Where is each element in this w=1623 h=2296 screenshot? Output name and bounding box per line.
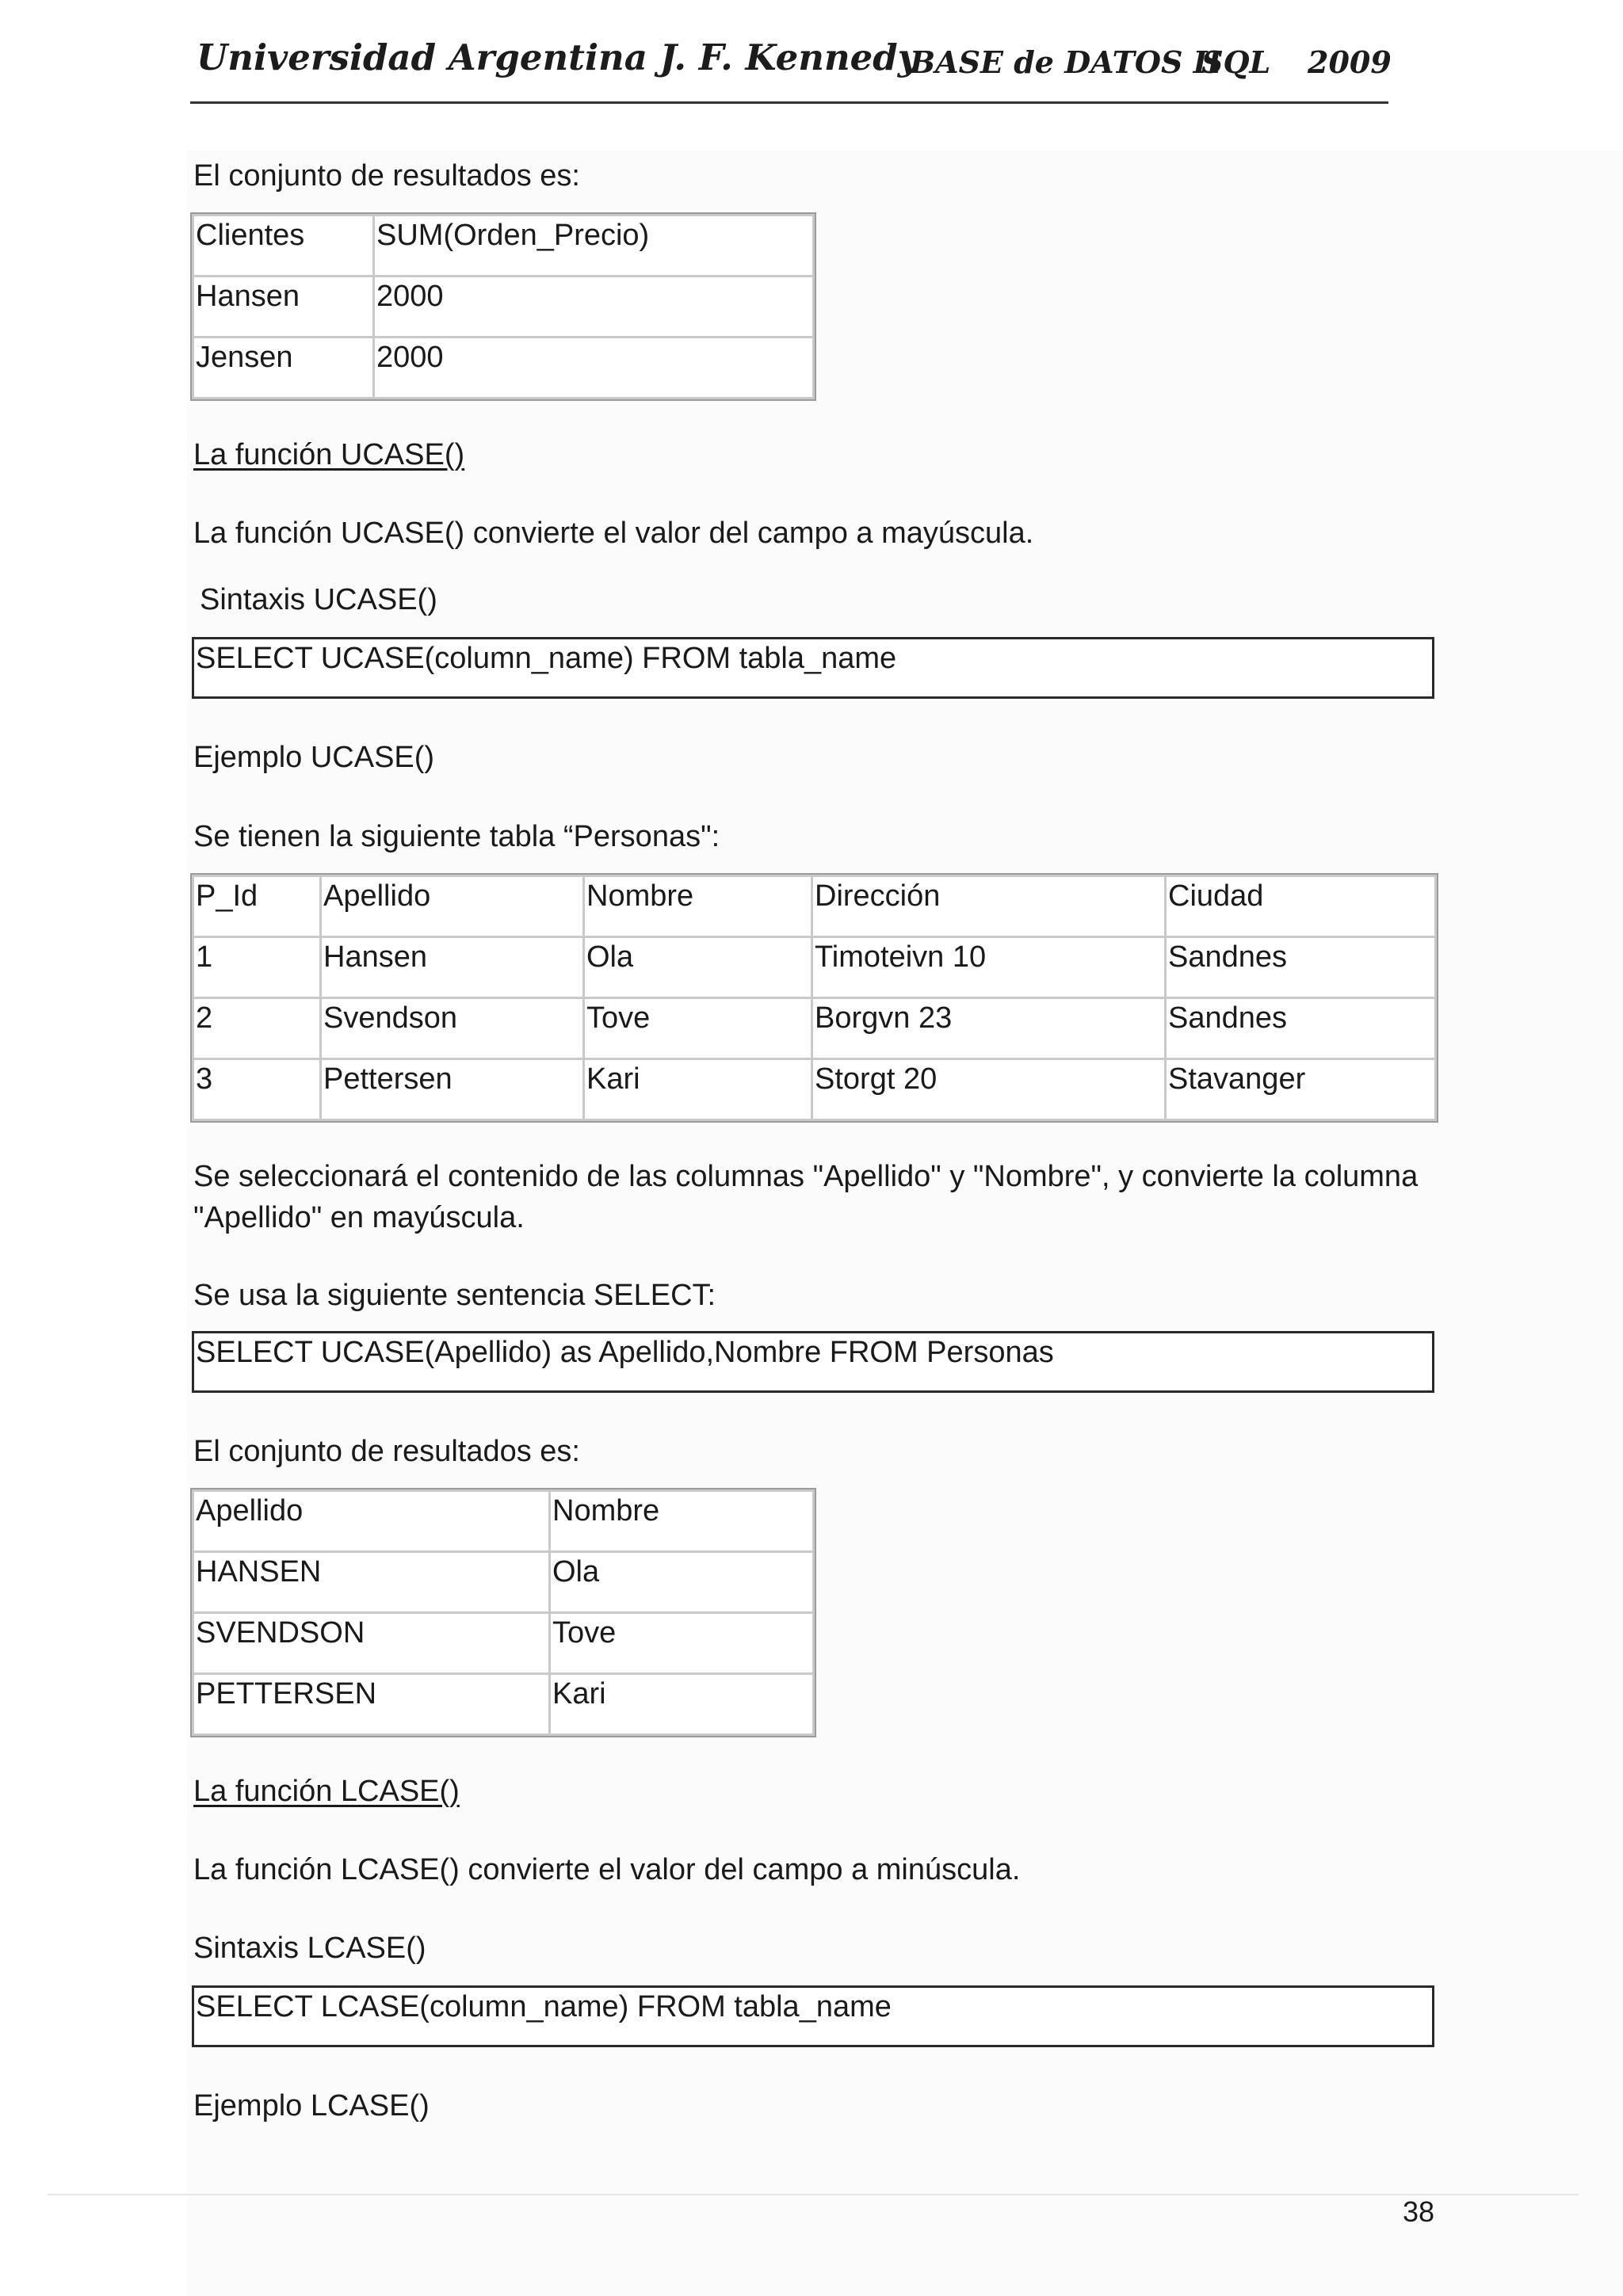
result-intro-text: El conjunto de resultados es:	[193, 159, 580, 193]
table-cell: HANSEN	[193, 1552, 550, 1613]
page-header	[190, 32, 1392, 104]
statement-intro: Se usa la siguiente sentencia SELECT:	[193, 1279, 716, 1312]
table-cell: Borgvn 23	[812, 998, 1166, 1059]
ucase-syntax-label: Sintaxis UCASE()	[200, 583, 437, 616]
table-cell: Kari	[584, 1059, 812, 1120]
table-row	[193, 1059, 1436, 1120]
table-header-cell: P_Id	[193, 876, 321, 937]
table-cell: 2000	[374, 338, 814, 399]
table-cell: Storgt 20	[812, 1059, 1166, 1120]
table-cell: Sandnes	[1166, 937, 1436, 998]
ucase-description: La función UCASE() convierte el valor del campo a mayúscula.	[193, 517, 1034, 550]
course-name: BASE de DATOS II	[910, 44, 1222, 80]
table-row	[193, 1613, 814, 1674]
table-cell: 1	[193, 937, 321, 998]
lcase-description: La función LCASE() convierte el valor del campo a minúscula.	[193, 1853, 1021, 1886]
table-cell: Kari	[550, 1674, 814, 1735]
lcase-section-title: La función LCASE()	[193, 1775, 460, 1808]
ucase-syntax-code-box: SELECT UCASE(column_name) FROM tabla_name	[192, 637, 1434, 699]
table-cell: 3	[193, 1059, 321, 1120]
table-header-row	[193, 215, 814, 277]
ucase-explanation-line-2: "Apellido" en mayúscula.	[193, 1201, 525, 1234]
table-header-cell: Apellido	[193, 1491, 550, 1552]
lcase-syntax-label: Sintaxis LCASE()	[193, 1932, 426, 1965]
table-cell: PETTERSEN	[193, 1674, 550, 1735]
table-header-cell: Clientes	[193, 215, 374, 277]
table-header-cell: Ciudad	[1166, 876, 1436, 937]
year: 2009	[1308, 44, 1392, 80]
institution-name: Universidad Argentina J. F. Kennedy	[197, 36, 918, 78]
table-cell: Ola	[584, 937, 812, 998]
table-row	[193, 338, 814, 399]
table-cell: 2	[193, 998, 321, 1059]
lcase-syntax-code-box: SELECT LCASE(column_name) FROM tabla_name	[192, 1985, 1434, 2047]
table-cell: SVENDSON	[193, 1613, 550, 1674]
table-row	[193, 1674, 814, 1735]
table-row	[193, 937, 1436, 998]
table-header-cell: Nombre	[550, 1491, 814, 1552]
topic-name: SQL	[1201, 44, 1271, 80]
ucase-result-table	[192, 1489, 815, 1736]
table-cell: Stavanger	[1166, 1059, 1436, 1120]
table-header-cell: Apellido	[321, 876, 584, 937]
table-header-row	[193, 1491, 814, 1552]
table-header-cell: Nombre	[584, 876, 812, 937]
table-cell: Pettersen	[321, 1059, 584, 1120]
table-cell: Hansen	[193, 277, 374, 338]
table-row	[193, 1552, 814, 1613]
table-cell: Ola	[550, 1552, 814, 1613]
ucase-section-title: La función UCASE()	[193, 438, 465, 471]
table-row	[193, 277, 814, 338]
table-cell: Timoteivn 10	[812, 937, 1166, 998]
footer-divider	[48, 2194, 1579, 2195]
table-cell: Svendson	[321, 998, 584, 1059]
result-intro-text: El conjunto de resultados es:	[193, 1435, 580, 1468]
table-cell: 2000	[374, 277, 814, 338]
page-number: 38	[1403, 2195, 1435, 2228]
table-cell: Jensen	[193, 338, 374, 399]
sum-result-table	[192, 214, 815, 399]
lcase-example-label: Ejemplo LCASE()	[193, 2089, 430, 2122]
table-row	[193, 998, 1436, 1059]
ucase-statement-code-box: SELECT UCASE(Apellido) as Apellido,Nombre FROM Personas	[192, 1331, 1434, 1393]
table-cell: Sandnes	[1166, 998, 1436, 1059]
table-cell: Tove	[584, 998, 812, 1059]
personas-table	[192, 875, 1437, 1121]
table-cell: Hansen	[321, 937, 584, 998]
table-cell: Tove	[550, 1613, 814, 1674]
ucase-explanation-line-1: Se seleccionará el contenido de las columnas "Apellido" y "Nombre", y convierte la columna	[193, 1160, 1419, 1193]
ucase-example-label: Ejemplo UCASE()	[193, 741, 435, 774]
table-header-cell: SUM(Orden_Precio)	[374, 215, 814, 277]
table-header-row	[193, 876, 1436, 937]
personas-table-intro: Se tienen la siguiente tabla “Personas":	[193, 820, 720, 853]
table-header-cell: Dirección	[812, 876, 1166, 937]
